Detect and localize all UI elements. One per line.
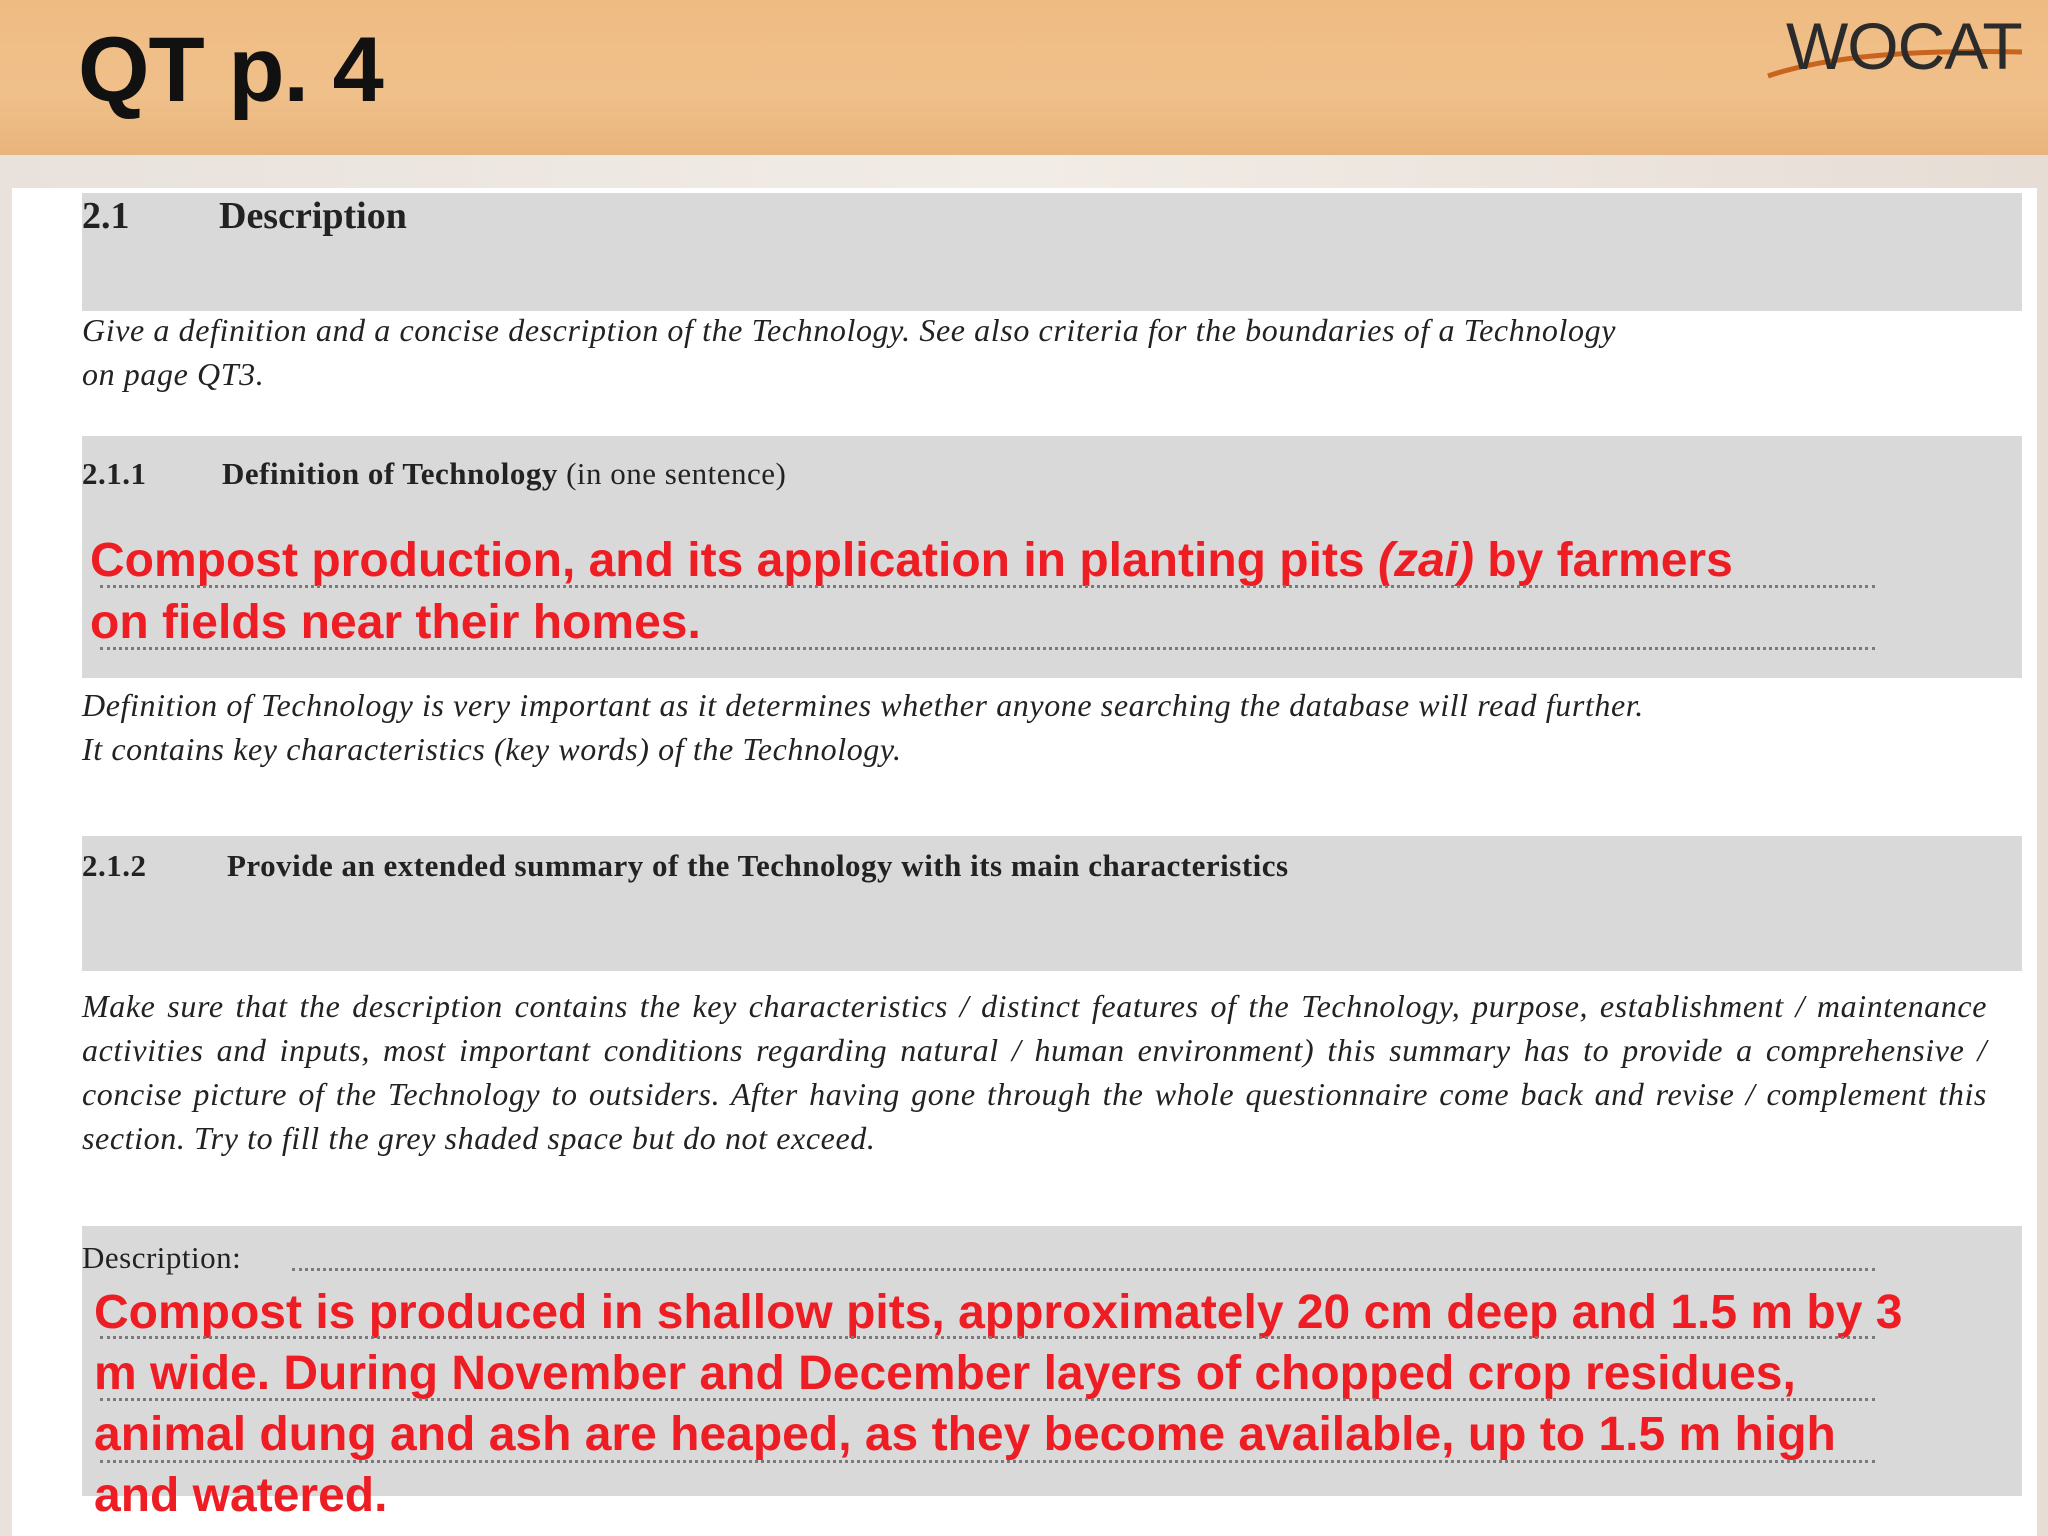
section-2-1-instruction-line2: on page QT3. [82,356,265,392]
description-answer-line3: animal dung and ash are heaped, as they become available, up to 1.5 m high [94,1408,1836,1461]
subsection-title: Provide an extended summary of the Technology with its main characteristics [227,848,1289,883]
wocat-logo [1760,8,2030,88]
answer-text: Compost production, and its application in planting pits [90,534,1378,587]
subsection-title [222,456,786,492]
dotted-line [100,1460,1875,1463]
section-2-1-1-instruction-line1: Definition of Technology is very important as it determines whether anyone searching the database will read further. [82,687,1644,723]
slide-header [0,0,2048,155]
definition-answer-line1 [90,530,1733,592]
subsection-title-note: (in one sentence) [566,456,787,491]
questionnaire-page [12,188,2037,1536]
description-answer-line4: and watered. [94,1469,388,1522]
dotted-line [100,1398,1875,1401]
dotted-line [100,647,1875,650]
section-2-1-2-instruction: Make sure that the description contains the key characteristics / distinct features of the Technology, purpose, establishment / maintenance activities and inputs, most important conditions regarding natural / human environment) this summary has to provide a comprehensive / concise picture of the Technology to outsiders. After having gone through the whole questionnaire come back and revise / complement this section. Try to fill the grey shaded space but do not exceed. [82,988,1987,1156]
answer-text: by farmers [1473,534,1733,587]
dotted-line [100,585,1875,588]
subsection-number: 2.1.1 [82,456,147,491]
subsection-title-bold: Definition of Technology [222,456,558,491]
dotted-line [292,1268,1875,1271]
section-2-1-1-instruction-line2: It contains key characteristics (key words) of the Technology. [82,731,902,767]
definition-answer-line2: on fields near their homes. [90,596,701,649]
section-number: 2.1 [82,195,130,237]
section-title: Description [219,195,407,237]
slide-title: QT p. 4 [78,19,383,121]
description-answer-line2: m wide. During November and December layers of chopped crop residues, [94,1347,1796,1400]
description-label: Description: [82,1240,242,1275]
description-answer-line1: Compost is produced in shallow pits, approximately 20 cm deep and 1.5 m by 3 [94,1286,1903,1339]
section-2-1-instruction-line1: Give a definition and a concise description of the Technology. See also criteria for the boundaries of a Technology [82,312,1616,348]
answer-italic-term: (zai) [1377,534,1474,587]
logo-text: WOCAT [1786,9,2022,83]
subsection-number: 2.1.2 [82,848,147,883]
dotted-line [100,1336,1875,1339]
